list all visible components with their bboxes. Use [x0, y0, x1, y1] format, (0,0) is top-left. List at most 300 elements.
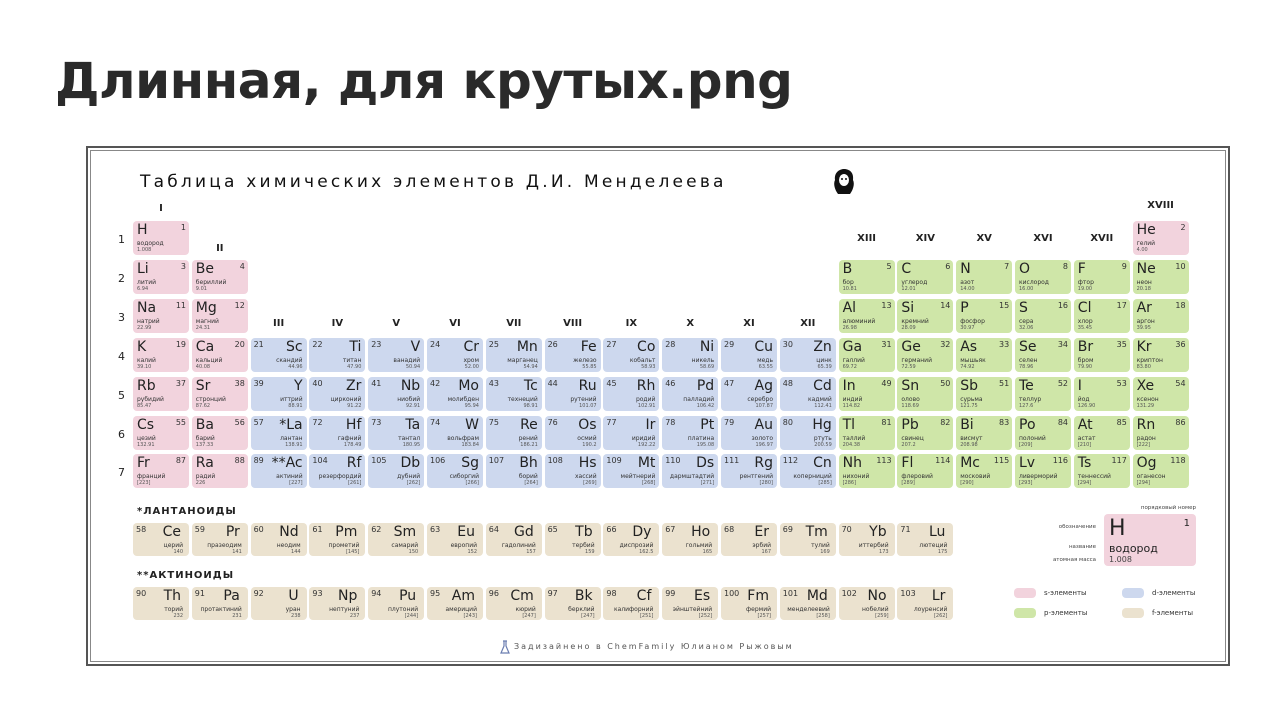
element-number: 66 — [606, 525, 617, 534]
element-cell — [721, 454, 777, 488]
element-number: 102 — [841, 589, 857, 598]
element-cell — [251, 587, 307, 620]
element-name: празеодим — [207, 542, 242, 549]
element-cell — [1074, 260, 1130, 294]
element-name: селен — [1019, 356, 1038, 364]
element-symbol: Pm — [335, 524, 358, 540]
element-cell — [603, 338, 659, 372]
element-symbol: V — [410, 338, 421, 355]
element-cell — [780, 338, 836, 372]
element-mass: 175 — [937, 549, 948, 555]
element-cell — [1015, 454, 1071, 488]
element-name: углерод — [901, 278, 928, 286]
element-number: 81 — [881, 417, 892, 427]
element-name: теннесcий — [1077, 473, 1111, 481]
element-name: бериллий — [195, 278, 227, 286]
element-symbol: Ce — [162, 524, 181, 540]
element-mass: 114.82 — [842, 402, 861, 409]
element-symbol: N — [960, 260, 971, 277]
element-name: галлий — [842, 356, 865, 364]
element-cell — [1015, 416, 1071, 450]
element-cell — [309, 523, 365, 556]
element-symbol: Fe — [580, 338, 597, 355]
element-name: молибден — [447, 395, 479, 403]
element-mass: 40.08 — [195, 363, 211, 370]
element-name: кобальт — [629, 356, 656, 364]
element-name: йод — [1077, 395, 1090, 403]
element-cell — [133, 454, 189, 488]
element-name: ртуть — [813, 434, 832, 442]
element-cell — [486, 377, 542, 411]
element-number: 10 — [1175, 261, 1186, 271]
element-number: 62 — [371, 525, 382, 534]
element-mass: 183.84 — [461, 441, 479, 448]
element-name: сера — [1019, 317, 1034, 325]
element-mass: [268] — [641, 480, 656, 487]
element-mass: 63.55 — [758, 363, 773, 370]
actinides-label: **АКТИНОИДЫ — [137, 570, 235, 581]
element-symbol: Cs — [137, 416, 155, 433]
element-symbol: Te — [1019, 377, 1034, 394]
element-name: литий — [137, 278, 157, 286]
element-cell — [721, 377, 777, 411]
element-cell — [897, 299, 953, 333]
period-number: 4 — [118, 349, 125, 363]
element-number: 50 — [940, 378, 951, 388]
element-mass: [264] — [524, 480, 538, 487]
element-symbol: Sc — [286, 338, 303, 355]
element-mass: 167 — [761, 549, 771, 555]
element-number: 99 — [665, 589, 676, 598]
element-cell — [1133, 260, 1189, 294]
element-number: 80 — [782, 417, 793, 427]
element-number: 5 — [886, 261, 892, 271]
element-symbol: Po — [1019, 416, 1036, 433]
element-symbol: Rb — [137, 377, 156, 394]
element-symbol: Mn — [516, 338, 538, 355]
element-name: калифорний — [614, 606, 654, 613]
element-cell — [1133, 221, 1189, 255]
element-name: кремний — [901, 317, 929, 325]
element-cell — [839, 299, 895, 333]
element-mass: 16.00 — [1019, 285, 1034, 292]
element-symbol: Gd — [514, 524, 534, 540]
element-name: гелий — [1136, 240, 1156, 247]
element-cell — [133, 523, 189, 556]
element-name: берклий — [568, 606, 595, 613]
element-number: 71 — [900, 525, 911, 534]
element-symbol: Re — [520, 416, 538, 433]
element-symbol: Co — [637, 338, 656, 355]
element-mass: 79.90 — [1077, 363, 1093, 370]
element-mass: [244] — [404, 613, 419, 619]
element-name: тербий — [572, 542, 595, 549]
element-mass: 58.69 — [699, 363, 715, 370]
element-symbol: Cr — [463, 338, 479, 355]
element-mass: 32.06 — [1019, 324, 1034, 331]
key-sample-symbol: H — [1109, 516, 1126, 541]
element-number: 7 — [1004, 261, 1010, 271]
element-symbol: He — [1136, 222, 1156, 238]
element-cell — [192, 377, 248, 411]
element-name: фермий — [746, 606, 771, 613]
element-cell — [780, 523, 836, 556]
element-number: 3 — [180, 261, 186, 271]
element-mass: 106.42 — [696, 402, 715, 409]
element-cell — [427, 416, 483, 450]
element-symbol: Hg — [812, 416, 832, 433]
element-symbol: Ta — [405, 416, 421, 433]
element-cell — [603, 587, 659, 620]
flask-icon — [500, 640, 510, 654]
element-name: технеций — [507, 395, 538, 403]
element-cell — [486, 523, 542, 556]
element-name: цинк — [816, 356, 832, 364]
element-mass: [209] — [1019, 441, 1033, 448]
element-mass: 190.2 — [582, 441, 597, 448]
element-name: титан — [342, 356, 362, 364]
element-symbol: C — [901, 260, 912, 277]
element-symbol: Tb — [575, 524, 593, 540]
element-number: 21 — [253, 339, 264, 349]
element-name: франций — [137, 473, 166, 481]
element-number: 86 — [1175, 417, 1186, 427]
element-cell — [427, 338, 483, 372]
element-symbol: Rg — [754, 455, 773, 472]
element-cell — [309, 377, 365, 411]
element-number: 60 — [253, 525, 264, 534]
element-number: 104 — [312, 456, 328, 466]
element-name: марганец — [507, 356, 538, 364]
element-name: нобелий — [861, 606, 889, 613]
group-header: IX — [625, 318, 638, 329]
element-name: мышьяк — [960, 356, 986, 364]
element-number: 28 — [665, 339, 676, 349]
element-mass: 6.94 — [137, 285, 149, 292]
element-symbol: Ts — [1077, 455, 1092, 472]
element-symbol: Rh — [636, 377, 656, 394]
element-symbol: Mt — [637, 455, 656, 472]
element-mass: 39.95 — [1136, 324, 1151, 331]
element-cell — [133, 377, 189, 411]
element-symbol: Ni — [699, 338, 715, 355]
element-cell — [780, 587, 836, 620]
element-cell — [897, 454, 953, 488]
group-header: II — [216, 243, 224, 254]
element-cell — [956, 416, 1012, 450]
element-name: ксенон — [1136, 395, 1159, 403]
element-cell — [1074, 338, 1130, 372]
element-symbol: Og — [1136, 455, 1157, 472]
element-number: 27 — [606, 339, 617, 349]
element-symbol: Bk — [574, 588, 593, 604]
element-cell — [251, 454, 307, 488]
group-header: XVIII — [1147, 200, 1174, 211]
element-number: 16 — [1057, 300, 1068, 310]
element-mass: 162.5 — [639, 549, 654, 555]
element-mass: 72.59 — [901, 363, 916, 370]
element-name: стронций — [195, 395, 226, 403]
element-number: 108 — [547, 456, 563, 466]
element-name: оганесон — [1136, 473, 1166, 481]
element-symbol: Fm — [747, 588, 769, 604]
element-name: московий — [960, 473, 991, 481]
designer-credit: Задизайнено в ChemFamily Юлианом Рыжовым — [514, 642, 794, 651]
element-name: натрий — [137, 317, 160, 325]
element-cell — [780, 454, 836, 488]
element-number: 61 — [312, 525, 323, 534]
element-symbol: Fl — [901, 455, 914, 472]
element-mass: 231 — [232, 613, 242, 619]
element-symbol: Nh — [842, 455, 862, 472]
element-symbol: Ga — [842, 338, 863, 355]
element-mass: 1.008 — [137, 247, 152, 253]
group-header: XII — [800, 318, 816, 329]
element-number: 96 — [488, 589, 499, 598]
element-cell — [309, 454, 365, 488]
element-mass: [251] — [639, 613, 654, 619]
element-cell — [368, 416, 424, 450]
element-cell — [603, 377, 659, 411]
element-number: 53 — [1116, 378, 1127, 388]
element-number: 91 — [194, 589, 205, 598]
element-mass: 226 — [195, 480, 206, 487]
element-number: 33 — [999, 339, 1010, 349]
element-symbol: Cn — [813, 455, 832, 472]
element-symbol: Md — [806, 588, 828, 604]
element-mass: 52.00 — [464, 363, 479, 370]
element-symbol: Si — [901, 299, 915, 316]
period-number: 1 — [118, 233, 125, 246]
element-number: 9 — [1121, 261, 1127, 271]
legend-label-p: p-элементы — [1044, 609, 1088, 617]
element-symbol: U — [288, 588, 299, 604]
element-mass: [271] — [700, 480, 715, 487]
element-name: платина — [687, 434, 715, 442]
element-cell — [1074, 299, 1130, 333]
element-name: калий — [137, 356, 156, 364]
key-mass-label: атомная масса — [1052, 557, 1096, 563]
element-number: 54 — [1175, 378, 1186, 388]
element-number: 79 — [724, 417, 735, 427]
element-symbol: Lu — [928, 524, 946, 540]
element-name: осмий — [577, 434, 597, 442]
element-mass: [210] — [1077, 441, 1092, 448]
period-number: 5 — [118, 388, 125, 402]
group-header: XIV — [915, 233, 935, 244]
element-cell — [545, 587, 601, 620]
element-name: актиний — [276, 473, 303, 481]
element-name: цезий — [137, 434, 156, 442]
element-number: 88 — [234, 456, 245, 466]
element-cell — [486, 338, 542, 372]
element-name: резерфордий — [318, 473, 362, 481]
group-header: V — [392, 318, 401, 329]
element-cell — [1133, 416, 1189, 450]
group-header: X — [686, 318, 695, 329]
legend-label-s: s-элементы — [1044, 589, 1087, 597]
group-header: VII — [506, 318, 522, 329]
element-symbol: Eu — [457, 524, 475, 540]
element-mass: 65.39 — [817, 363, 832, 370]
element-cell — [662, 454, 718, 488]
element-number: 23 — [371, 339, 382, 349]
element-name: гольмий — [685, 542, 713, 549]
element-mass: 92.91 — [405, 402, 421, 409]
element-symbol: Lv — [1019, 455, 1036, 472]
element-number: 6 — [945, 261, 951, 271]
element-symbol: Pt — [700, 416, 715, 433]
element-cell — [545, 416, 601, 450]
element-number: 34 — [1057, 339, 1068, 349]
element-symbol: P — [960, 299, 969, 316]
element-name: рений — [518, 434, 538, 442]
element-cell — [721, 587, 777, 620]
element-cell — [897, 587, 953, 620]
element-symbol: Zn — [813, 338, 832, 355]
element-symbol: Pr — [225, 524, 240, 540]
element-mass: 232 — [173, 613, 183, 619]
element-number: 113 — [876, 456, 892, 466]
element-number: 36 — [1175, 339, 1186, 349]
element-mass: 98.91 — [523, 402, 538, 409]
element-number: 57 — [253, 417, 264, 427]
element-number: 52 — [1057, 378, 1068, 388]
element-symbol: Mc — [960, 455, 980, 472]
element-symbol: Cf — [636, 588, 652, 604]
element-name: магний — [195, 317, 219, 325]
element-number: 69 — [782, 525, 793, 534]
element-cell — [1074, 454, 1130, 488]
element-cell — [1015, 338, 1071, 372]
element-number: 45 — [606, 378, 617, 388]
element-symbol: Sr — [195, 377, 211, 394]
element-number: 8 — [1062, 261, 1068, 271]
key-sample-number: 1 — [1183, 518, 1190, 529]
element-mass: 118.69 — [901, 402, 919, 409]
element-mass: [280] — [759, 480, 773, 487]
element-number: 118 — [1170, 456, 1186, 466]
element-name: диспрозий — [619, 542, 654, 549]
element-number: 12 — [234, 300, 245, 310]
element-cell — [427, 454, 483, 488]
element-cell — [603, 416, 659, 450]
element-symbol: Xe — [1136, 377, 1155, 394]
element-name: радон — [1136, 434, 1156, 442]
element-cell — [662, 338, 718, 372]
element-number: 14 — [940, 300, 951, 310]
element-symbol: Ti — [349, 338, 362, 355]
element-mass: [269] — [583, 480, 597, 487]
element-symbol: Tl — [842, 416, 856, 433]
element-cell — [133, 299, 189, 333]
element-name: флеровий — [901, 473, 933, 481]
element-cell — [251, 523, 307, 556]
element-number: 103 — [900, 589, 916, 598]
element-symbol: Ba — [195, 416, 214, 433]
element-cell — [133, 221, 189, 255]
element-number: 19 — [175, 339, 186, 349]
element-number: 65 — [547, 525, 558, 534]
element-mass: 131.29 — [1136, 402, 1155, 409]
element-symbol: Se — [1019, 338, 1037, 355]
element-name: лоуренсий — [913, 606, 948, 613]
slide-title: Длинная, для крутых.png — [55, 52, 793, 110]
element-mass: 195.08 — [696, 441, 715, 448]
element-mass: 207.2 — [901, 441, 916, 448]
element-symbol: Y — [294, 377, 303, 394]
element-cell — [133, 587, 189, 620]
element-name: прометий — [328, 542, 360, 549]
element-name: хром — [463, 356, 479, 364]
element-mass: 44.96 — [288, 363, 303, 370]
element-name: самарий — [391, 542, 419, 549]
element-symbol: Bh — [519, 455, 538, 472]
element-number: 74 — [430, 417, 441, 427]
element-mass: 69.72 — [842, 363, 857, 370]
element-name: менделеевий — [787, 606, 830, 613]
element-number: 115 — [993, 456, 1010, 466]
element-number: 47 — [724, 378, 735, 388]
element-name: гафний — [337, 434, 362, 442]
element-number: 82 — [940, 417, 951, 427]
element-number: 25 — [488, 339, 499, 349]
element-name: никель — [691, 356, 715, 364]
element-cell — [427, 523, 483, 556]
element-cell — [427, 587, 483, 620]
element-cell — [603, 454, 659, 488]
element-mass: 85.47 — [137, 402, 152, 409]
element-name: олово — [901, 395, 920, 403]
element-number: 51 — [999, 378, 1010, 388]
element-name: серебро — [747, 395, 773, 403]
element-mass: 173 — [879, 549, 889, 555]
element-cell — [192, 454, 248, 488]
element-number: 76 — [547, 417, 558, 427]
element-number: 78 — [665, 417, 676, 427]
element-mass: 204.38 — [842, 441, 861, 448]
element-symbol: Es — [694, 588, 711, 604]
element-number: 59 — [194, 525, 205, 534]
element-number: 41 — [371, 378, 382, 388]
element-mass: [285] — [818, 480, 832, 487]
element-symbol: Ir — [645, 416, 656, 433]
element-mass: [258] — [816, 613, 830, 619]
element-cell — [839, 523, 895, 556]
key-sample-name: водород — [1109, 542, 1158, 555]
element-number: 87 — [175, 456, 186, 466]
element-symbol: K — [137, 338, 147, 355]
element-mass: 78.96 — [1019, 363, 1034, 370]
key-symbol-label: обозначение — [1058, 524, 1096, 530]
element-cell — [133, 260, 189, 294]
element-symbol: Pb — [901, 416, 919, 433]
element-cell — [897, 377, 953, 411]
element-number: 106 — [430, 456, 446, 466]
element-name: бром — [1077, 356, 1094, 364]
element-mass: 50.94 — [405, 363, 421, 370]
legend-swatch-f — [1122, 608, 1144, 618]
element-name: таллий — [842, 434, 866, 442]
element-name: аргон — [1136, 317, 1155, 325]
element-cell — [1133, 338, 1189, 372]
element-symbol: Cu — [754, 338, 773, 355]
element-number: 18 — [1175, 300, 1186, 310]
element-name: хлор — [1077, 317, 1093, 325]
element-mass: 88.91 — [288, 402, 303, 409]
element-name: рентгений — [739, 473, 773, 481]
legend-label-f: f-элементы — [1152, 609, 1193, 617]
